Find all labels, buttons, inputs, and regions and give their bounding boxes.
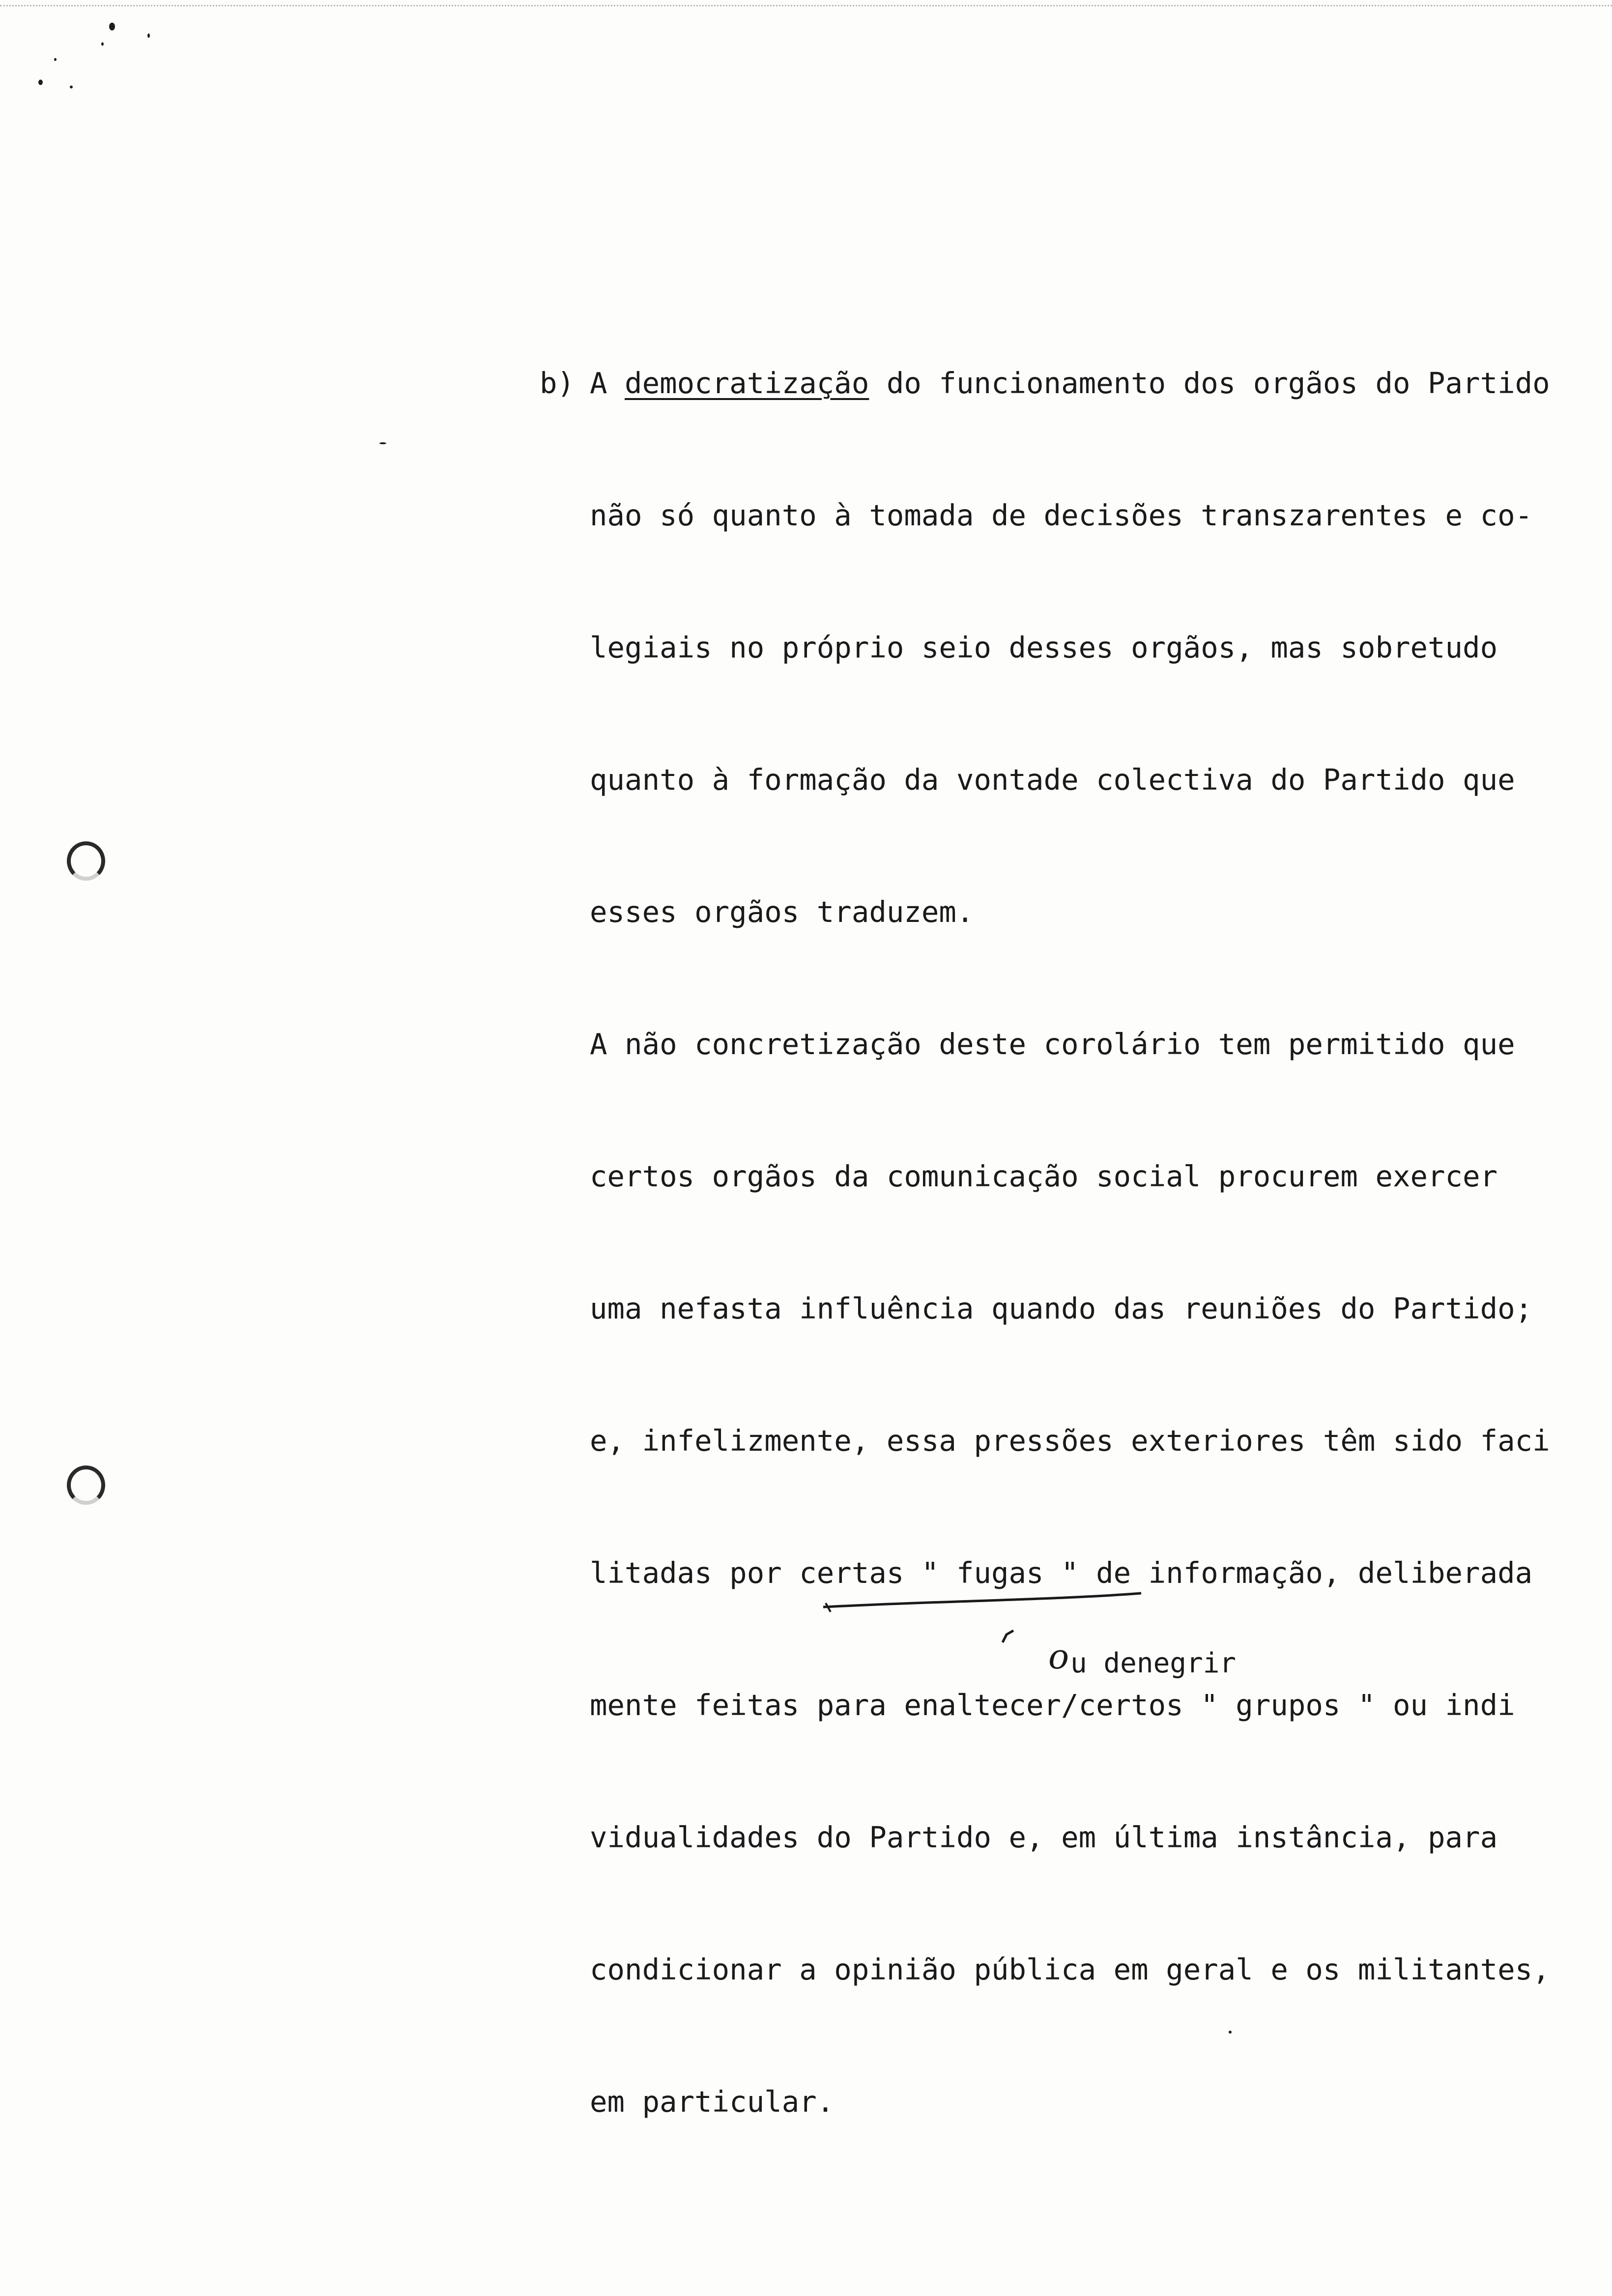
handwritten-insertion: u denegrir xyxy=(1070,1647,1237,1679)
text-segment: mente feitas para enaltecer/certos " grupos " ou indi xyxy=(590,1688,1515,1722)
text-segment: condicionar a opinião pública em geral e os militantes, xyxy=(590,1952,1550,1986)
text-segment: A xyxy=(590,366,625,400)
item-marker: b) xyxy=(540,366,575,400)
text-segment: esses orgãos traduzem. xyxy=(590,895,974,929)
text-segment: quanto à formação da vontade colectiva do Partido que xyxy=(590,763,1515,797)
text-segment: em particular. xyxy=(590,2085,835,2119)
text-segment: vidualidades do Partido e, em última instância, para xyxy=(590,1820,1498,1854)
text-segment: legiais no próprio seio desses orgãos, mas sobretudo xyxy=(590,631,1498,664)
underlined-word: democratização xyxy=(625,366,869,400)
text-segment: não só quanto à tomada de decisões transzarentes e co- xyxy=(590,498,1533,532)
text-segment: e, infelizmente, essa pressões exteriores têm sido faci xyxy=(590,1424,1550,1458)
text-segment: certos orgãos da comunicação social procurem exercer xyxy=(590,1159,1498,1193)
text-segment: do funcionamento dos orgãos do Partido xyxy=(869,366,1550,400)
text-segment: A não concretização deste corolário tem permitido que xyxy=(590,1027,1515,1061)
text-segment: uma nefasta influência quando das reuniões do Partido; xyxy=(590,1292,1533,1325)
text-segment: litadas por certas " fugas " de informação, deliberada xyxy=(590,1556,1533,1590)
handwritten-insertion-initial: o xyxy=(1048,1636,1069,1677)
